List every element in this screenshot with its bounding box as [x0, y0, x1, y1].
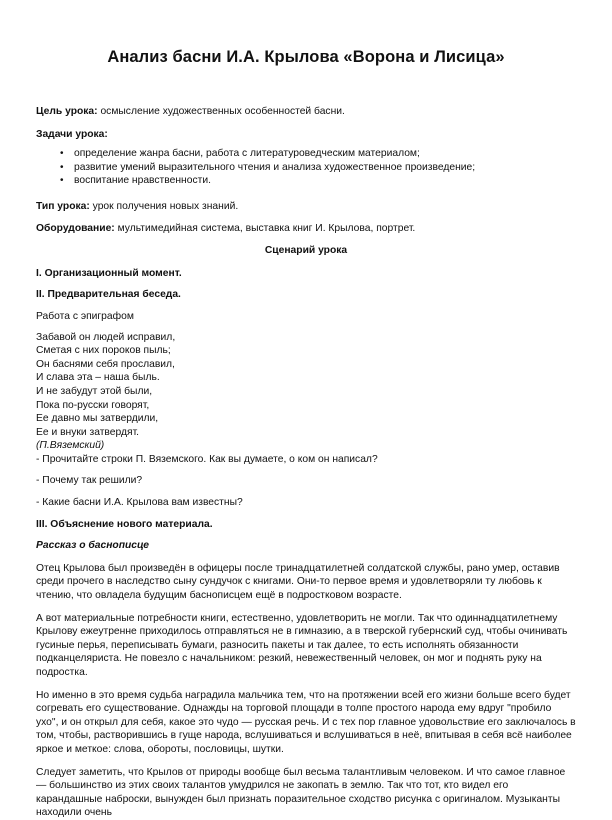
- epigraph-heading: Работа с эпиграфом: [36, 310, 134, 322]
- story-paragraph-1: Отец Крылова был произведён в офицеры после тринадцатилетней солдатской службы, рано умер, оставив среди прочего в наследство сыну сундучок с книгами. Они-то первое время и удовлетворяли ту любовь к чтению, что овладела будущим баснописцем ещё в подростковом возрасте.: [36, 562, 560, 602]
- poem-author: (П.Вяземский): [36, 440, 105, 452]
- poem-line: Забавой он людей исправил,: [36, 331, 176, 343]
- task-item: • развитие умений выразительного чтения и анализа художественное произведение;: [74, 161, 576, 175]
- question-1: - Прочитайте строки П. Вяземского. Как вы думаете, о ком он написал?: [36, 453, 378, 465]
- equipment-text: мультимедийная система, выставка книг И. Крылова, портрет.: [114, 222, 416, 234]
- poem-line: Ее давно мы затвердили,: [36, 413, 159, 425]
- lesson-type-text: урок получения новых знаний.: [89, 200, 239, 212]
- story-paragraph-3: Но именно в это время судьба наградила мальчика тем, что на протяжении всей его жизни больше всего будет согревать его существование. Однажды на торговой площади в толпе простого народа ему вдруг "пробило ухо", и он открыл для себя, какое это чудо — русская речь. И с тех пор главное удовольствие его заключалось в том, чтобы, растворившись в гуще народа, вслушиваться и вслушиваться в неё, впитывая в себя всё наиболее яркое и меткое: слова, обороты, пословицы, шутки.: [36, 689, 576, 755]
- lesson-goal-label: Цель урока:: [36, 106, 98, 117]
- lesson-type-label: Тип урока:: [36, 200, 90, 212]
- scenario-heading: Сценарий урока: [264, 245, 348, 257]
- tasks-list: [36, 147, 576, 188]
- poem-line: Он баснями себя прославил,: [36, 358, 175, 370]
- poem-line: Пока по-русски говорят,: [36, 399, 150, 411]
- section-3-heading: III. Объяснение нового материала.: [36, 518, 213, 530]
- story-paragraph-4: Следует заметить, что Крылов от природы вообще был весьма талантливым человеком. И что самое главное — большинство из этих своих талантов умудрился не закопать в землю. Так что тот, кто видел его карандашные наброски, вынужден был признать поразительное сходство рисунка с оригиналом. Музыканты находили очень: [36, 766, 566, 819]
- epigraph-poem: [36, 331, 576, 467]
- poem-line: И слава эта – наша быль.: [36, 372, 160, 384]
- task-item: • воспитание нравственности.: [74, 174, 576, 188]
- equipment: [36, 222, 576, 236]
- document-title: Анализ басни И.А. Крылова «Ворона и Лисица»: [107, 48, 505, 66]
- poem-line: И не забудут этой были,: [36, 385, 153, 397]
- equipment-label: Оборудование:: [36, 222, 115, 234]
- story-paragraph-2: А вот материальные потребности книги, естественно, удовлетворить не могли. Так что одиннадцатилетнему Крылову ежеутренне приходилось отправляться не в гимназию, а в тверской губернский суд, чтобы очинивать гусиные перья, переписывать бумаги, разносить пакеты и так далее, то есть исполнять обязанности подканцеляриста. Не повезло с начальником: резкий, невежественный человек, он мог и поднять руку на подростка.: [36, 612, 568, 678]
- task-item: • определение жанра басни, работа с литературоведческим материалом;: [74, 147, 576, 161]
- poem-line: Сметая с них пороков пыль;: [36, 345, 171, 357]
- lesson-type: [36, 200, 576, 214]
- story-heading: Рассказ о баснописце: [36, 540, 150, 552]
- section-2-heading: II. Предварительная беседа.: [36, 289, 181, 301]
- section-1-heading: I. Организационный момент.: [36, 267, 182, 279]
- lesson-goal: [36, 105, 576, 119]
- question-2: - Почему так решили?: [36, 475, 143, 487]
- poem-line: Ее и внуки затвердят.: [36, 426, 140, 438]
- document-body: [36, 105, 576, 820]
- tasks-label: Задачи урока:: [36, 128, 108, 140]
- question-3: - Какие басни И.А. Крылова вам известны?: [36, 497, 243, 509]
- lesson-goal-text: осмысление художественных особенностей басни.: [97, 106, 345, 117]
